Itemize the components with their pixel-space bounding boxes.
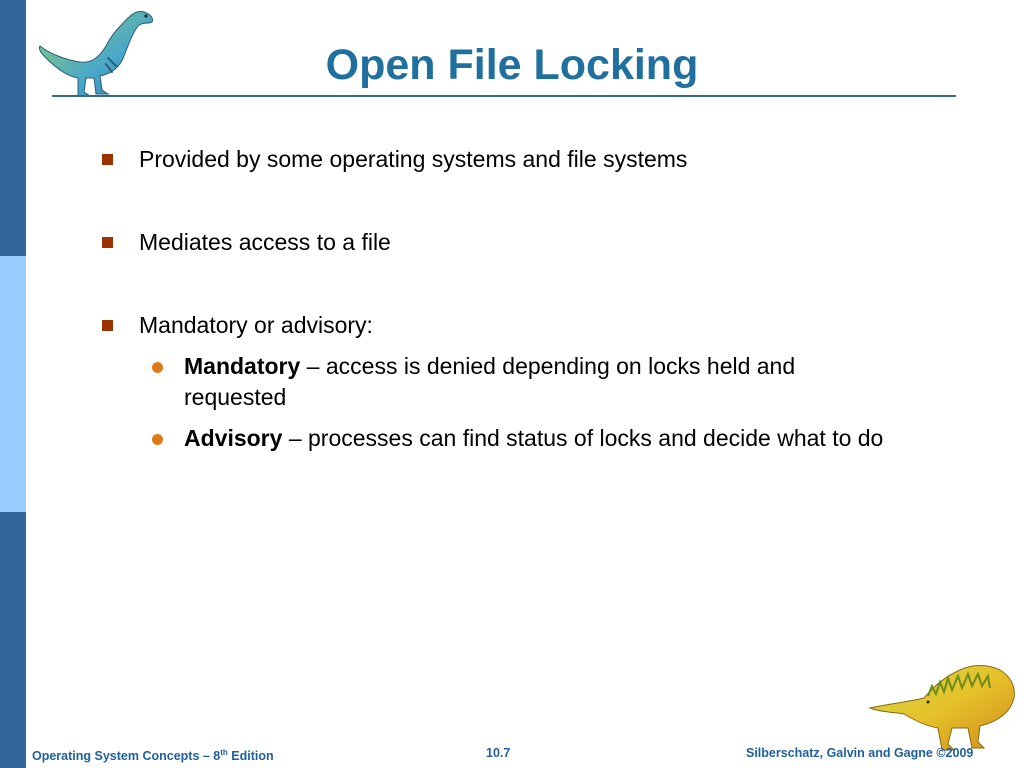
round-bullet-icon	[152, 362, 163, 373]
bullet-text: Provided by some operating systems and file systems	[139, 146, 688, 172]
sub-bullet-mandatory	[184, 351, 884, 413]
footer-book-title	[32, 745, 352, 764]
dinosaur-bottom-icon	[868, 656, 1018, 752]
footer-book-title-text: Operating System Concepts – 8	[32, 749, 221, 764]
square-bullet-icon	[102, 237, 113, 248]
sub-bullet-advisory	[184, 423, 944, 454]
slide-title: Open File Locking	[325, 41, 699, 89]
sidebar-segment-bottom	[0, 512, 26, 768]
sub-bullet-text: – processes can find status of locks and decide what to do	[282, 425, 884, 451]
square-bullet-icon	[102, 154, 113, 165]
footer-book-title-suffix: Edition	[227, 749, 274, 764]
title-divider	[52, 95, 956, 97]
sub-bullet-text: – access is denied depending on locks held and requested	[184, 353, 796, 410]
footer-page-number: 10.7	[486, 746, 511, 760]
sidebar-segment-middle	[0, 256, 26, 512]
sub-bullet-term: Advisory	[184, 425, 283, 451]
square-bullet-icon	[102, 320, 113, 331]
bullet-text: Mandatory or advisory:	[139, 312, 373, 338]
left-sidebar	[0, 0, 26, 768]
sub-bullet-term: Mandatory	[184, 353, 301, 379]
round-bullet-icon	[152, 434, 163, 445]
footer-superscript: th	[220, 748, 228, 757]
bullet-text: Mediates access to a file	[139, 229, 391, 255]
footer-copyright: Silberschatz, Galvin and Gagne ©2009	[746, 746, 974, 760]
